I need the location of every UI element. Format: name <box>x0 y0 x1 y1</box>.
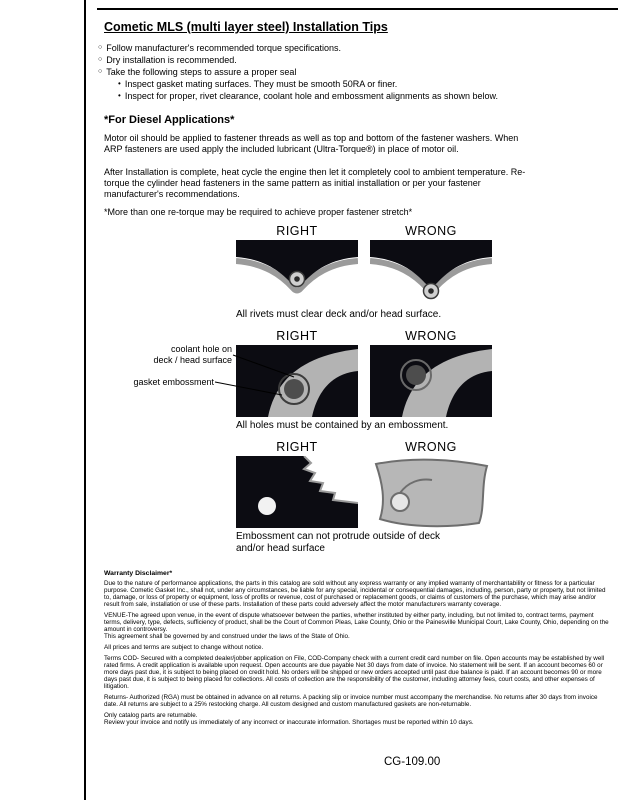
diagram-row-rivets <box>96 224 610 321</box>
embossment-wrong-figure <box>370 456 492 528</box>
diagram-row-holes <box>96 329 610 432</box>
warranty-disclaimer <box>104 570 609 730</box>
rivet-caption: All rivets must clear deck and/or head surface. <box>236 309 442 320</box>
disclaimer-paragraph: Due to the nature of performance applications, the parts in this catalog are sold without any express warranty or any implied warranty of merchantability or fitness for a particular purpose. Cometic Gasket Inc., shall not, under any circumstances, be liable for any special, incidental or consequential damages, including, person, party or property, but not limited to, damage, or loss of property or equipment, loss of profits or revenue, cost of purchased or replacement goods, or claims of customers of the purchase, which may arise and/or result from sale, installation or use of these parts. Installation of these parts could adversely affect the motor manufacturers warranty coverage. <box>104 580 606 608</box>
coolant-hole-callout <box>136 344 232 365</box>
rivet-right-figure <box>236 240 358 306</box>
disclaimer-paragraph: This agreement shall be governed by and construed under the laws of the State of Ohio. <box>104 633 350 640</box>
retorque-note: *More than one re-torque may be required to achieve proper fastener stretch* <box>104 207 413 217</box>
diagram-labels <box>236 224 492 238</box>
caption-line: and/or head surface <box>236 543 325 554</box>
tip-text: Follow manufacturer's recommended torque specifications. <box>106 43 342 53</box>
subtip-text: Inspect for proper, rivet clearance, coolant hole and embossment alignments as shown below. <box>124 91 499 101</box>
rivet-wrong-figure <box>370 240 492 306</box>
open-bullet-icon: ○ <box>98 56 103 63</box>
right-label: RIGHT <box>276 329 318 343</box>
holes-caption: All holes must be contained by an embossment. <box>236 420 449 431</box>
hole-right-figure <box>236 345 358 417</box>
catalog-page-code: CG-109.00 <box>384 756 441 768</box>
disclaimer-paragraph: Review your invoice and notify us immediately of any incorrect or inaccurate information. Shortages must be reported within 10 days. <box>104 719 474 726</box>
list-item <box>118 90 498 102</box>
diesel-applications-heading: *For Diesel Applications* <box>104 114 235 126</box>
caption-line: Embossment can not protrude outside of deck <box>236 531 441 542</box>
subtip-text: Inspect gasket mating surfaces. They must be smooth 50RA or finer. <box>124 79 398 89</box>
open-bullet-icon: ○ <box>98 68 103 75</box>
right-label: RIGHT <box>276 440 318 454</box>
diesel-paragraph-2: After Installation is complete, heat cycle the engine then let it completely cool to ambient temperature. Re-torque the cylinder head fasteners in the same pattern as initial installation or per your fastener manufacturer's recommendations. <box>104 167 526 199</box>
installation-tips-list <box>98 42 341 78</box>
diagram-labels <box>236 440 492 454</box>
list-item <box>98 66 341 78</box>
embossment-right-figure <box>236 456 358 528</box>
diagram-section <box>96 224 610 563</box>
disclaimer-heading: Warranty Disclaimer* <box>104 570 173 577</box>
list-item <box>98 54 341 66</box>
tip-text: Dry installation is recommended. <box>106 55 237 65</box>
callout-text: deck / head surface <box>153 354 232 365</box>
embossment-caption <box>236 531 610 555</box>
wrong-label: WRONG <box>405 224 457 238</box>
gasket-embossment-callout: gasket embossment <box>133 377 214 387</box>
dot-bullet-icon: • <box>118 91 121 100</box>
hole-wrong-figure <box>370 345 492 417</box>
tip-text: Take the following steps to assure a proper seal <box>106 67 297 77</box>
diagram-figures <box>236 345 492 417</box>
diagram-labels <box>236 329 492 343</box>
diagram-figures <box>236 456 492 528</box>
page-content <box>96 0 610 800</box>
page-title: Cometic MLS (multi layer steel) Installation Tips <box>104 20 388 34</box>
disclaimer-paragraph: All prices and terms are subject to change without notice. <box>104 644 264 651</box>
list-item <box>98 42 341 54</box>
disclaimer-paragraph: Only catalog parts are returnable. <box>104 712 198 719</box>
diagram-figures <box>236 240 492 306</box>
callout-text: coolant hole on <box>170 344 232 354</box>
wrong-label: WRONG <box>405 440 457 454</box>
disclaimer-paragraph: Terms COD- Secured with a completed dealer/jobber application on File, COD-Company check with a current credit card number on file. Open accounts may be established by well rated firms. A credit application is available upon request. Open accounts are due payable Net 30 days from date of invoice. No statement will be sent. If an account becomes 60 or more days past due, it is subject to being placed on credit hold. No orders will be shipped or new orders accepted until past due balance is paid. If an account becomes 90 or more days past due, it is subject to being placed for collections. All costs of collection are the responsibility of the customer, including attorney fees, court costs, and other expenses of litigation. <box>104 655 605 690</box>
disclaimer-paragraph: Returns- Authorized (RGA) must be obtained in advance on all returns. A packing slip or invoice number must accompany the merchandise. No returns after 30 days from invoice date. All returns are subject to a 25% restocking charge. All custom designed and custom manufactured gaskets are non-returnable. <box>104 694 598 708</box>
left-border-rule <box>84 0 86 800</box>
list-item <box>118 78 498 90</box>
open-bullet-icon: ○ <box>98 44 103 51</box>
installation-subtips-list <box>118 78 498 102</box>
dot-bullet-icon: • <box>118 79 121 88</box>
diagram-row-embossment <box>96 440 610 555</box>
wrong-label: WRONG <box>405 329 457 343</box>
disclaimer-paragraph: VENUE-The agreed upon venue, in the event of dispute whatsoever between the parties, whether instituted by either party, including, but not limited to, contract terms, payment terms, delivery, type, defects, sufficiency of product, shall be the Court of Common Pleas, Lake County, Ohio or the Painesville Municipal Court, Lake County, Ohio, depending on the amount in controversy. <box>104 612 609 633</box>
diesel-paragraph-1: Motor oil should be applied to fastener threads as well as top and bottom of the fastener washers. When ARP fasteners are used apply the included lubricant (Ultra-Torque®) in place of motor oil. <box>104 133 519 154</box>
right-label: RIGHT <box>276 224 318 238</box>
